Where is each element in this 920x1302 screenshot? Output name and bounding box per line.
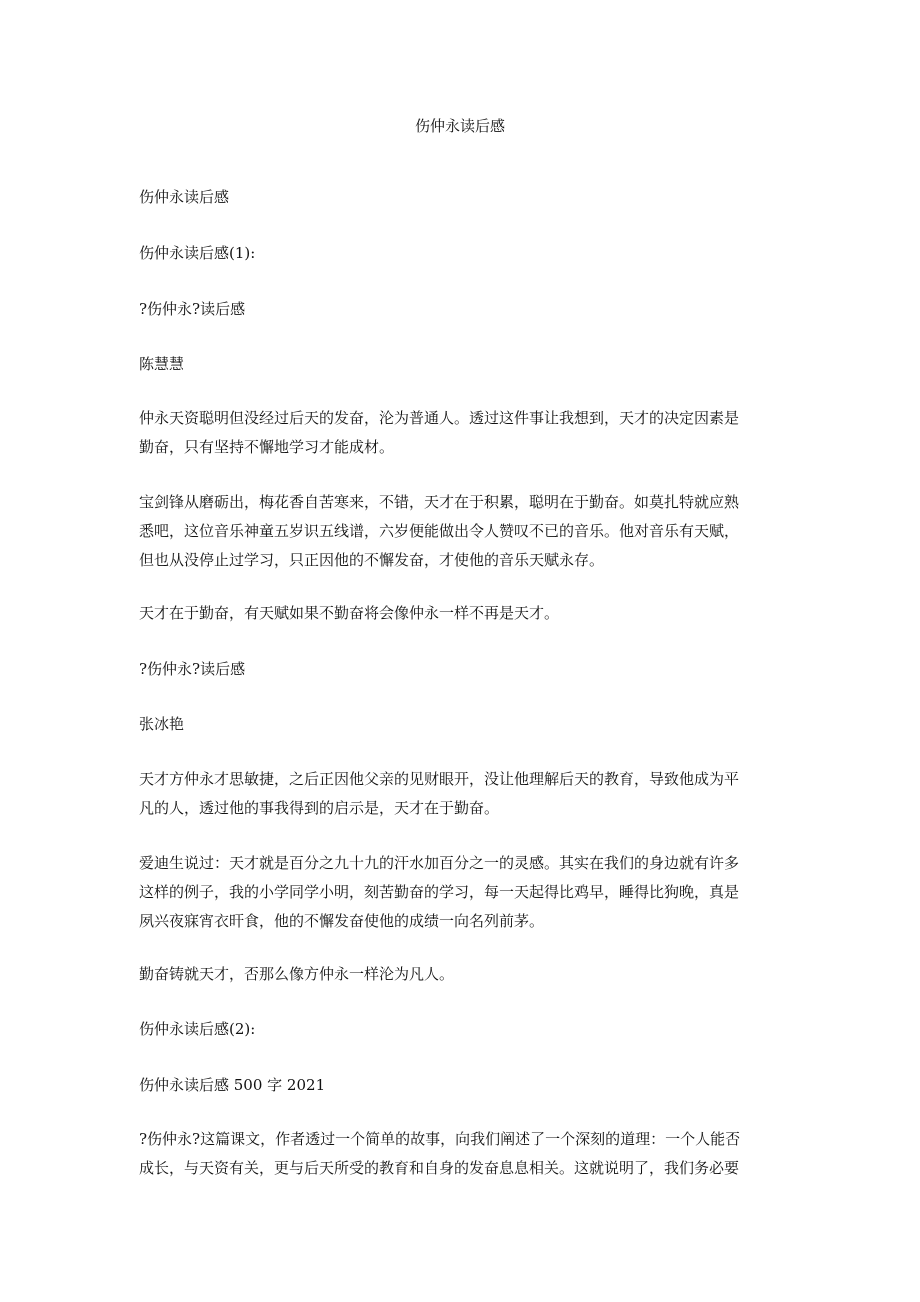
paragraph-author bbox=[139, 350, 784, 379]
paragraph-body bbox=[139, 960, 784, 989]
paragraph-line: 勤奋铸就天才，否那么像方仲永一样沦为凡人。 bbox=[139, 965, 455, 983]
paragraph-body bbox=[139, 1125, 784, 1183]
paragraph-author bbox=[139, 710, 784, 739]
paragraph-line: ?伤仲永?这篇课文，作者透过一个简单的故事，向我们阐述了一个深刻的道理：一个人能否 bbox=[139, 1130, 741, 1148]
paragraph-body bbox=[139, 599, 784, 628]
paragraph-line: 宝剑锋从磨砺出，梅花香自苦寒来，不错，天才在于积累，聪明在于勤奋。如莫扎特就应熟 bbox=[139, 493, 740, 511]
paragraph-line: ?伤仲永?读后感 bbox=[139, 660, 246, 678]
paragraph-line: 但也从没停止过学习，只正因他的不懈发奋，才使他的音乐天赋永存。 bbox=[139, 551, 605, 569]
paragraph-line: 成长，与天资有关，更与后天所受的教育和自身的发奋息息相关。这就说明了，我们务必要 bbox=[139, 1159, 740, 1177]
paragraph-body bbox=[139, 404, 784, 462]
paragraph-line: 夙兴夜寐宵衣旰食，他的不懈发奋使他的成绩一向名列前茅。 bbox=[139, 912, 545, 930]
paragraph-essay-title bbox=[139, 295, 784, 324]
paragraph-line: 仲永天资聪明但没经过后天的发奋，沦为普通人。透过这件事让我想到，天才的决定因素是 bbox=[139, 409, 740, 427]
paragraph-body bbox=[139, 849, 784, 936]
paragraph-line: 这样的例子，我的小学同学小明，刻苦勤奋的学习，每一天起得比鸡早，睡得比狗晚，真是 bbox=[139, 883, 740, 901]
paragraph-section-heading bbox=[139, 1015, 784, 1044]
paragraph-heading bbox=[139, 183, 784, 212]
paragraph-line: 凡的人，透过他的事我得到的启示是，天才在于勤奋。 bbox=[139, 799, 500, 817]
paragraph-line: 伤仲永读后感(1): bbox=[139, 244, 256, 262]
paragraph-line: ?伤仲永?读后感 bbox=[139, 300, 246, 318]
paragraph-line: 伤仲永读后感 500 字 2021 bbox=[139, 1076, 326, 1094]
paragraph-section-heading bbox=[139, 239, 784, 268]
paragraph-line: 悉吧，这位音乐神童五岁识五线谱，六岁便能做出令人赞叹不已的音乐。他对音乐有天赋， bbox=[139, 522, 740, 540]
paragraph-line: 勤奋，只有坚持不懈地学习才能成材。 bbox=[139, 438, 395, 456]
paragraph-essay-title bbox=[139, 655, 784, 684]
paragraph-body bbox=[139, 488, 784, 575]
paragraph-line: 张冰艳 bbox=[139, 715, 185, 733]
paragraph-body bbox=[139, 765, 784, 823]
paragraph-line: 天才在于勤奋，有天赋如果不勤奋将会像仲永一样不再是天才。 bbox=[139, 604, 560, 622]
document-title: 伤仲永读后感 bbox=[414, 117, 505, 135]
paragraph-line: 伤仲永读后感 bbox=[139, 188, 230, 206]
paragraph-line: 爱迪生说过：天才就是百分之九十九的汗水加百分之一的灵感。其实在我们的身边就有许多 bbox=[139, 854, 740, 872]
paragraph-line: 天才方仲永才思敏捷，之后正因他父亲的见财眼开，没让他理解后天的教育，导致他成为平 bbox=[139, 770, 740, 788]
paragraph-line: 陈慧慧 bbox=[139, 355, 185, 373]
paragraph-line: 伤仲永读后感(2): bbox=[139, 1020, 256, 1038]
paragraph-essay-title bbox=[139, 1071, 784, 1100]
